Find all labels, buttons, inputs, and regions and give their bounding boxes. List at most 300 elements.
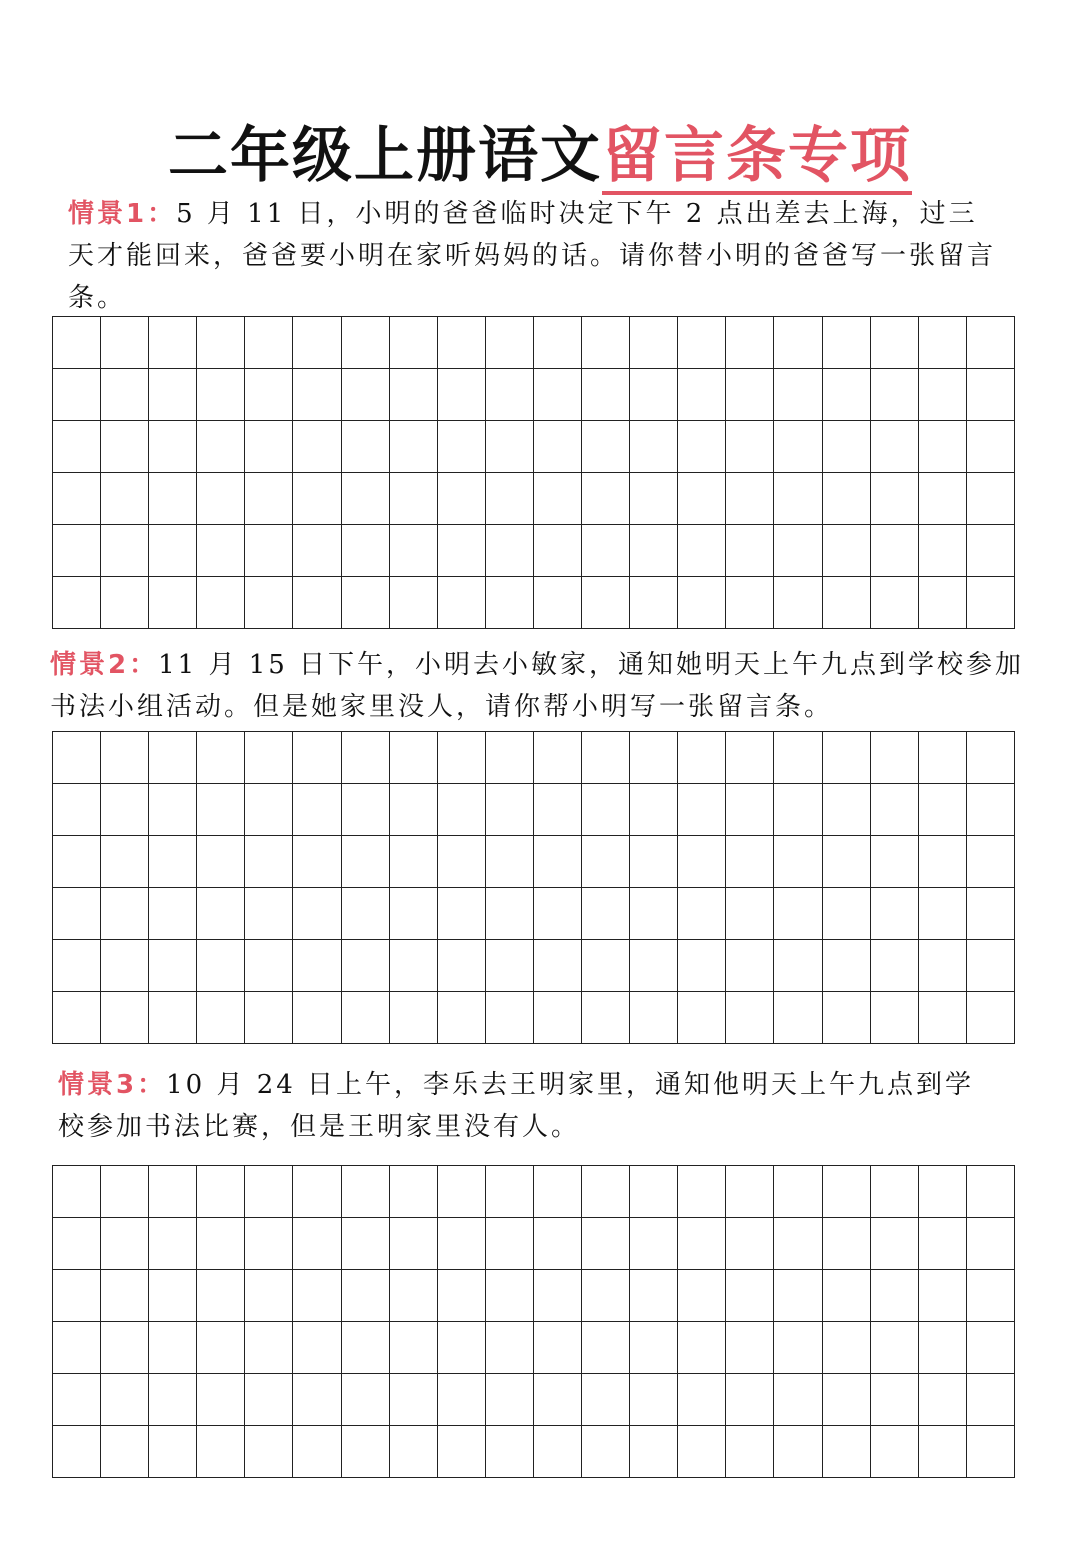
grid-cell[interactable] (967, 1270, 1015, 1322)
grid-cell[interactable] (582, 888, 630, 940)
grid-cell[interactable] (774, 1374, 822, 1426)
grid-cell[interactable] (630, 1426, 678, 1478)
grid-cell[interactable] (486, 369, 534, 421)
grid-cell[interactable] (101, 1426, 149, 1478)
grid-cell[interactable] (630, 1270, 678, 1322)
grid-cell[interactable] (149, 836, 197, 888)
grid-cell[interactable] (726, 784, 774, 836)
grid-cell[interactable] (967, 473, 1015, 525)
grid-cell[interactable] (919, 1322, 967, 1374)
grid-cell[interactable] (293, 1374, 341, 1426)
grid-cell[interactable] (582, 1322, 630, 1374)
grid-cell[interactable] (149, 1374, 197, 1426)
grid-cell[interactable] (486, 732, 534, 784)
grid-cell[interactable] (53, 784, 101, 836)
grid-cell[interactable] (871, 421, 919, 473)
grid-cell[interactable] (582, 732, 630, 784)
grid-cell[interactable] (390, 473, 438, 525)
grid-cell[interactable] (197, 525, 245, 577)
grid-cell[interactable] (293, 1426, 341, 1478)
grid-cell[interactable] (390, 836, 438, 888)
grid-cell[interactable] (197, 1322, 245, 1374)
grid-cell[interactable] (823, 1322, 871, 1374)
grid-cell[interactable] (774, 1322, 822, 1374)
grid-cell[interactable] (438, 732, 486, 784)
grid-cell[interactable] (149, 992, 197, 1044)
grid-cell[interactable] (823, 421, 871, 473)
grid-cell[interactable] (774, 836, 822, 888)
grid-cell[interactable] (486, 577, 534, 629)
grid-cell[interactable] (823, 940, 871, 992)
grid-cell[interactable] (342, 836, 390, 888)
grid-cell[interactable] (630, 369, 678, 421)
grid-cell[interactable] (149, 369, 197, 421)
grid-cell[interactable] (101, 1322, 149, 1374)
grid-cell[interactable] (919, 1270, 967, 1322)
grid-cell[interactable] (390, 1374, 438, 1426)
grid-cell[interactable] (630, 1322, 678, 1374)
grid-cell[interactable] (390, 940, 438, 992)
grid-cell[interactable] (678, 1374, 726, 1426)
grid-cell[interactable] (823, 577, 871, 629)
grid-cell[interactable] (101, 992, 149, 1044)
grid-cell[interactable] (245, 1218, 293, 1270)
grid-cell[interactable] (582, 992, 630, 1044)
grid-cell[interactable] (678, 1270, 726, 1322)
grid-cell[interactable] (823, 836, 871, 888)
grid-cell[interactable] (630, 577, 678, 629)
grid-cell[interactable] (149, 1270, 197, 1322)
grid-cell[interactable] (678, 940, 726, 992)
grid-cell[interactable] (967, 421, 1015, 473)
grid-cell[interactable] (149, 1218, 197, 1270)
grid-cell[interactable] (582, 1218, 630, 1270)
grid-cell[interactable] (582, 1270, 630, 1322)
grid-cell[interactable] (197, 784, 245, 836)
grid-cell[interactable] (486, 1166, 534, 1218)
grid-cell[interactable] (149, 317, 197, 369)
grid-cell[interactable] (919, 732, 967, 784)
grid-cell[interactable] (438, 369, 486, 421)
grid-cell[interactable] (871, 836, 919, 888)
grid-cell[interactable] (486, 421, 534, 473)
grid-cell[interactable] (390, 784, 438, 836)
grid-cell[interactable] (149, 888, 197, 940)
grid-cell[interactable] (438, 525, 486, 577)
scenario-2-writing-grid[interactable] (52, 731, 1015, 1044)
grid-cell[interactable] (774, 369, 822, 421)
grid-cell[interactable] (774, 317, 822, 369)
grid-cell[interactable] (919, 940, 967, 992)
grid-cell[interactable] (293, 888, 341, 940)
grid-cell[interactable] (486, 1426, 534, 1478)
grid-cell[interactable] (486, 940, 534, 992)
grid-cell[interactable] (245, 525, 293, 577)
grid-cell[interactable] (149, 940, 197, 992)
grid-cell[interactable] (967, 577, 1015, 629)
grid-cell[interactable] (774, 577, 822, 629)
grid-cell[interactable] (149, 1426, 197, 1478)
grid-cell[interactable] (390, 992, 438, 1044)
grid-cell[interactable] (101, 784, 149, 836)
grid-cell[interactable] (967, 784, 1015, 836)
grid-cell[interactable] (967, 732, 1015, 784)
grid-cell[interactable] (919, 836, 967, 888)
grid-cell[interactable] (197, 1270, 245, 1322)
grid-cell[interactable] (486, 992, 534, 1044)
grid-cell[interactable] (678, 836, 726, 888)
grid-cell[interactable] (871, 1218, 919, 1270)
grid-cell[interactable] (919, 1374, 967, 1426)
grid-cell[interactable] (534, 1322, 582, 1374)
grid-cell[interactable] (919, 473, 967, 525)
grid-cell[interactable] (919, 421, 967, 473)
grid-cell[interactable] (630, 940, 678, 992)
grid-cell[interactable] (678, 317, 726, 369)
grid-cell[interactable] (726, 992, 774, 1044)
grid-cell[interactable] (101, 369, 149, 421)
grid-cell[interactable] (774, 1218, 822, 1270)
grid-cell[interactable] (101, 1166, 149, 1218)
grid-cell[interactable] (245, 421, 293, 473)
grid-cell[interactable] (245, 732, 293, 784)
grid-cell[interactable] (342, 1374, 390, 1426)
grid-cell[interactable] (582, 940, 630, 992)
grid-cell[interactable] (823, 732, 871, 784)
grid-cell[interactable] (534, 473, 582, 525)
grid-cell[interactable] (823, 992, 871, 1044)
grid-cell[interactable] (871, 732, 919, 784)
grid-cell[interactable] (101, 836, 149, 888)
grid-cell[interactable] (293, 784, 341, 836)
grid-cell[interactable] (823, 888, 871, 940)
grid-cell[interactable] (823, 1374, 871, 1426)
grid-cell[interactable] (774, 888, 822, 940)
grid-cell[interactable] (101, 888, 149, 940)
grid-cell[interactable] (390, 577, 438, 629)
grid-cell[interactable] (438, 1426, 486, 1478)
grid-cell[interactable] (967, 1166, 1015, 1218)
grid-cell[interactable] (534, 732, 582, 784)
grid-cell[interactable] (678, 888, 726, 940)
grid-cell[interactable] (774, 421, 822, 473)
grid-cell[interactable] (486, 317, 534, 369)
grid-cell[interactable] (726, 1322, 774, 1374)
grid-cell[interactable] (293, 369, 341, 421)
grid-cell[interactable] (919, 1166, 967, 1218)
grid-cell[interactable] (53, 317, 101, 369)
grid-cell[interactable] (438, 1270, 486, 1322)
grid-cell[interactable] (293, 732, 341, 784)
grid-cell[interactable] (390, 369, 438, 421)
grid-cell[interactable] (53, 732, 101, 784)
grid-cell[interactable] (293, 1322, 341, 1374)
grid-cell[interactable] (823, 317, 871, 369)
grid-cell[interactable] (919, 525, 967, 577)
grid-cell[interactable] (774, 784, 822, 836)
grid-cell[interactable] (197, 836, 245, 888)
grid-cell[interactable] (101, 577, 149, 629)
grid-cell[interactable] (678, 369, 726, 421)
grid-cell[interactable] (245, 369, 293, 421)
grid-cell[interactable] (101, 1218, 149, 1270)
grid-cell[interactable] (871, 577, 919, 629)
grid-cell[interactable] (774, 992, 822, 1044)
grid-cell[interactable] (197, 1166, 245, 1218)
grid-cell[interactable] (582, 784, 630, 836)
grid-cell[interactable] (342, 421, 390, 473)
grid-cell[interactable] (293, 577, 341, 629)
grid-cell[interactable] (919, 1218, 967, 1270)
grid-cell[interactable] (486, 836, 534, 888)
grid-cell[interactable] (726, 317, 774, 369)
grid-cell[interactable] (823, 369, 871, 421)
grid-cell[interactable] (438, 1166, 486, 1218)
grid-cell[interactable] (534, 421, 582, 473)
grid-cell[interactable] (774, 732, 822, 784)
grid-cell[interactable] (534, 577, 582, 629)
grid-cell[interactable] (726, 1374, 774, 1426)
grid-cell[interactable] (342, 1166, 390, 1218)
grid-cell[interactable] (149, 784, 197, 836)
grid-cell[interactable] (967, 1374, 1015, 1426)
grid-cell[interactable] (871, 888, 919, 940)
grid-cell[interactable] (197, 421, 245, 473)
grid-cell[interactable] (486, 784, 534, 836)
grid-cell[interactable] (534, 1218, 582, 1270)
grid-cell[interactable] (534, 992, 582, 1044)
grid-cell[interactable] (293, 1166, 341, 1218)
grid-cell[interactable] (630, 473, 678, 525)
grid-cell[interactable] (678, 732, 726, 784)
grid-cell[interactable] (582, 577, 630, 629)
grid-cell[interactable] (678, 577, 726, 629)
grid-cell[interactable] (534, 369, 582, 421)
grid-cell[interactable] (53, 940, 101, 992)
grid-cell[interactable] (438, 473, 486, 525)
scenario-1-writing-grid[interactable] (52, 316, 1015, 629)
grid-cell[interactable] (726, 1218, 774, 1270)
grid-cell[interactable] (967, 1218, 1015, 1270)
grid-cell[interactable] (582, 473, 630, 525)
grid-cell[interactable] (197, 940, 245, 992)
grid-cell[interactable] (726, 940, 774, 992)
grid-cell[interactable] (726, 1270, 774, 1322)
grid-cell[interactable] (342, 732, 390, 784)
grid-cell[interactable] (53, 577, 101, 629)
grid-cell[interactable] (919, 992, 967, 1044)
grid-cell[interactable] (245, 1426, 293, 1478)
grid-cell[interactable] (390, 1426, 438, 1478)
grid-cell[interactable] (342, 577, 390, 629)
grid-cell[interactable] (967, 888, 1015, 940)
grid-cell[interactable] (630, 421, 678, 473)
grid-cell[interactable] (871, 784, 919, 836)
grid-cell[interactable] (534, 1374, 582, 1426)
grid-cell[interactable] (342, 473, 390, 525)
grid-cell[interactable] (53, 1322, 101, 1374)
grid-cell[interactable] (678, 1218, 726, 1270)
grid-cell[interactable] (871, 940, 919, 992)
grid-cell[interactable] (630, 836, 678, 888)
grid-cell[interactable] (678, 1322, 726, 1374)
grid-cell[interactable] (53, 1166, 101, 1218)
grid-cell[interactable] (630, 992, 678, 1044)
grid-cell[interactable] (726, 1166, 774, 1218)
grid-cell[interactable] (245, 940, 293, 992)
grid-cell[interactable] (342, 1218, 390, 1270)
grid-cell[interactable] (293, 992, 341, 1044)
grid-cell[interactable] (486, 1218, 534, 1270)
grid-cell[interactable] (774, 473, 822, 525)
grid-cell[interactable] (919, 577, 967, 629)
grid-cell[interactable] (630, 1374, 678, 1426)
grid-cell[interactable] (630, 1218, 678, 1270)
grid-cell[interactable] (390, 1218, 438, 1270)
grid-cell[interactable] (149, 1322, 197, 1374)
grid-cell[interactable] (582, 1166, 630, 1218)
grid-cell[interactable] (101, 317, 149, 369)
grid-cell[interactable] (197, 992, 245, 1044)
grid-cell[interactable] (726, 836, 774, 888)
grid-cell[interactable] (534, 1426, 582, 1478)
grid-cell[interactable] (967, 525, 1015, 577)
grid-cell[interactable] (342, 369, 390, 421)
grid-cell[interactable] (534, 525, 582, 577)
grid-cell[interactable] (823, 1166, 871, 1218)
grid-cell[interactable] (197, 577, 245, 629)
grid-cell[interactable] (293, 317, 341, 369)
grid-cell[interactable] (149, 421, 197, 473)
grid-cell[interactable] (582, 369, 630, 421)
grid-cell[interactable] (342, 1322, 390, 1374)
grid-cell[interactable] (967, 992, 1015, 1044)
grid-cell[interactable] (438, 992, 486, 1044)
grid-cell[interactable] (726, 473, 774, 525)
grid-cell[interactable] (678, 1426, 726, 1478)
grid-cell[interactable] (53, 1270, 101, 1322)
grid-cell[interactable] (245, 473, 293, 525)
grid-cell[interactable] (245, 992, 293, 1044)
grid-cell[interactable] (53, 836, 101, 888)
grid-cell[interactable] (630, 1166, 678, 1218)
grid-cell[interactable] (53, 1426, 101, 1478)
grid-cell[interactable] (534, 784, 582, 836)
grid-cell[interactable] (871, 525, 919, 577)
grid-cell[interactable] (438, 836, 486, 888)
grid-cell[interactable] (726, 732, 774, 784)
grid-cell[interactable] (342, 992, 390, 1044)
grid-cell[interactable] (438, 1322, 486, 1374)
grid-cell[interactable] (967, 940, 1015, 992)
grid-cell[interactable] (871, 1426, 919, 1478)
grid-cell[interactable] (967, 836, 1015, 888)
grid-cell[interactable] (630, 784, 678, 836)
grid-cell[interactable] (823, 784, 871, 836)
grid-cell[interactable] (486, 1322, 534, 1374)
grid-cell[interactable] (871, 1270, 919, 1322)
grid-cell[interactable] (342, 1426, 390, 1478)
grid-cell[interactable] (919, 369, 967, 421)
grid-cell[interactable] (293, 1270, 341, 1322)
grid-cell[interactable] (53, 1218, 101, 1270)
grid-cell[interactable] (390, 1322, 438, 1374)
grid-cell[interactable] (919, 1426, 967, 1478)
grid-cell[interactable] (245, 577, 293, 629)
grid-cell[interactable] (438, 577, 486, 629)
grid-cell[interactable] (967, 1322, 1015, 1374)
grid-cell[interactable] (53, 1374, 101, 1426)
grid-cell[interactable] (967, 1426, 1015, 1478)
grid-cell[interactable] (293, 473, 341, 525)
grid-cell[interactable] (534, 940, 582, 992)
grid-cell[interactable] (726, 577, 774, 629)
grid-cell[interactable] (245, 1322, 293, 1374)
grid-cell[interactable] (197, 369, 245, 421)
grid-cell[interactable] (101, 732, 149, 784)
grid-cell[interactable] (438, 1374, 486, 1426)
grid-cell[interactable] (53, 525, 101, 577)
grid-cell[interactable] (53, 473, 101, 525)
grid-cell[interactable] (293, 525, 341, 577)
grid-cell[interactable] (726, 421, 774, 473)
grid-cell[interactable] (823, 473, 871, 525)
grid-cell[interactable] (726, 369, 774, 421)
grid-cell[interactable] (774, 1166, 822, 1218)
grid-cell[interactable] (197, 317, 245, 369)
scenario-3-writing-grid[interactable] (52, 1165, 1015, 1478)
grid-cell[interactable] (486, 1374, 534, 1426)
grid-cell[interactable] (678, 992, 726, 1044)
grid-cell[interactable] (149, 1166, 197, 1218)
grid-cell[interactable] (101, 525, 149, 577)
grid-cell[interactable] (582, 836, 630, 888)
grid-cell[interactable] (293, 421, 341, 473)
grid-cell[interactable] (871, 992, 919, 1044)
grid-cell[interactable] (774, 940, 822, 992)
grid-cell[interactable] (630, 525, 678, 577)
grid-cell[interactable] (534, 836, 582, 888)
grid-cell[interactable] (390, 888, 438, 940)
grid-cell[interactable] (871, 1322, 919, 1374)
grid-cell[interactable] (390, 421, 438, 473)
grid-cell[interactable] (197, 1218, 245, 1270)
grid-cell[interactable] (149, 525, 197, 577)
grid-cell[interactable] (197, 888, 245, 940)
grid-cell[interactable] (342, 888, 390, 940)
grid-cell[interactable] (630, 888, 678, 940)
grid-cell[interactable] (245, 1166, 293, 1218)
grid-cell[interactable] (53, 888, 101, 940)
grid-cell[interactable] (823, 525, 871, 577)
grid-cell[interactable] (53, 421, 101, 473)
grid-cell[interactable] (582, 1426, 630, 1478)
grid-cell[interactable] (101, 940, 149, 992)
grid-cell[interactable] (678, 784, 726, 836)
grid-cell[interactable] (582, 317, 630, 369)
grid-cell[interactable] (245, 317, 293, 369)
grid-cell[interactable] (438, 317, 486, 369)
grid-cell[interactable] (774, 1270, 822, 1322)
grid-cell[interactable] (197, 1374, 245, 1426)
grid-cell[interactable] (774, 525, 822, 577)
grid-cell[interactable] (197, 732, 245, 784)
grid-cell[interactable] (486, 1270, 534, 1322)
grid-cell[interactable] (390, 1270, 438, 1322)
grid-cell[interactable] (293, 836, 341, 888)
grid-cell[interactable] (342, 940, 390, 992)
grid-cell[interactable] (245, 1374, 293, 1426)
